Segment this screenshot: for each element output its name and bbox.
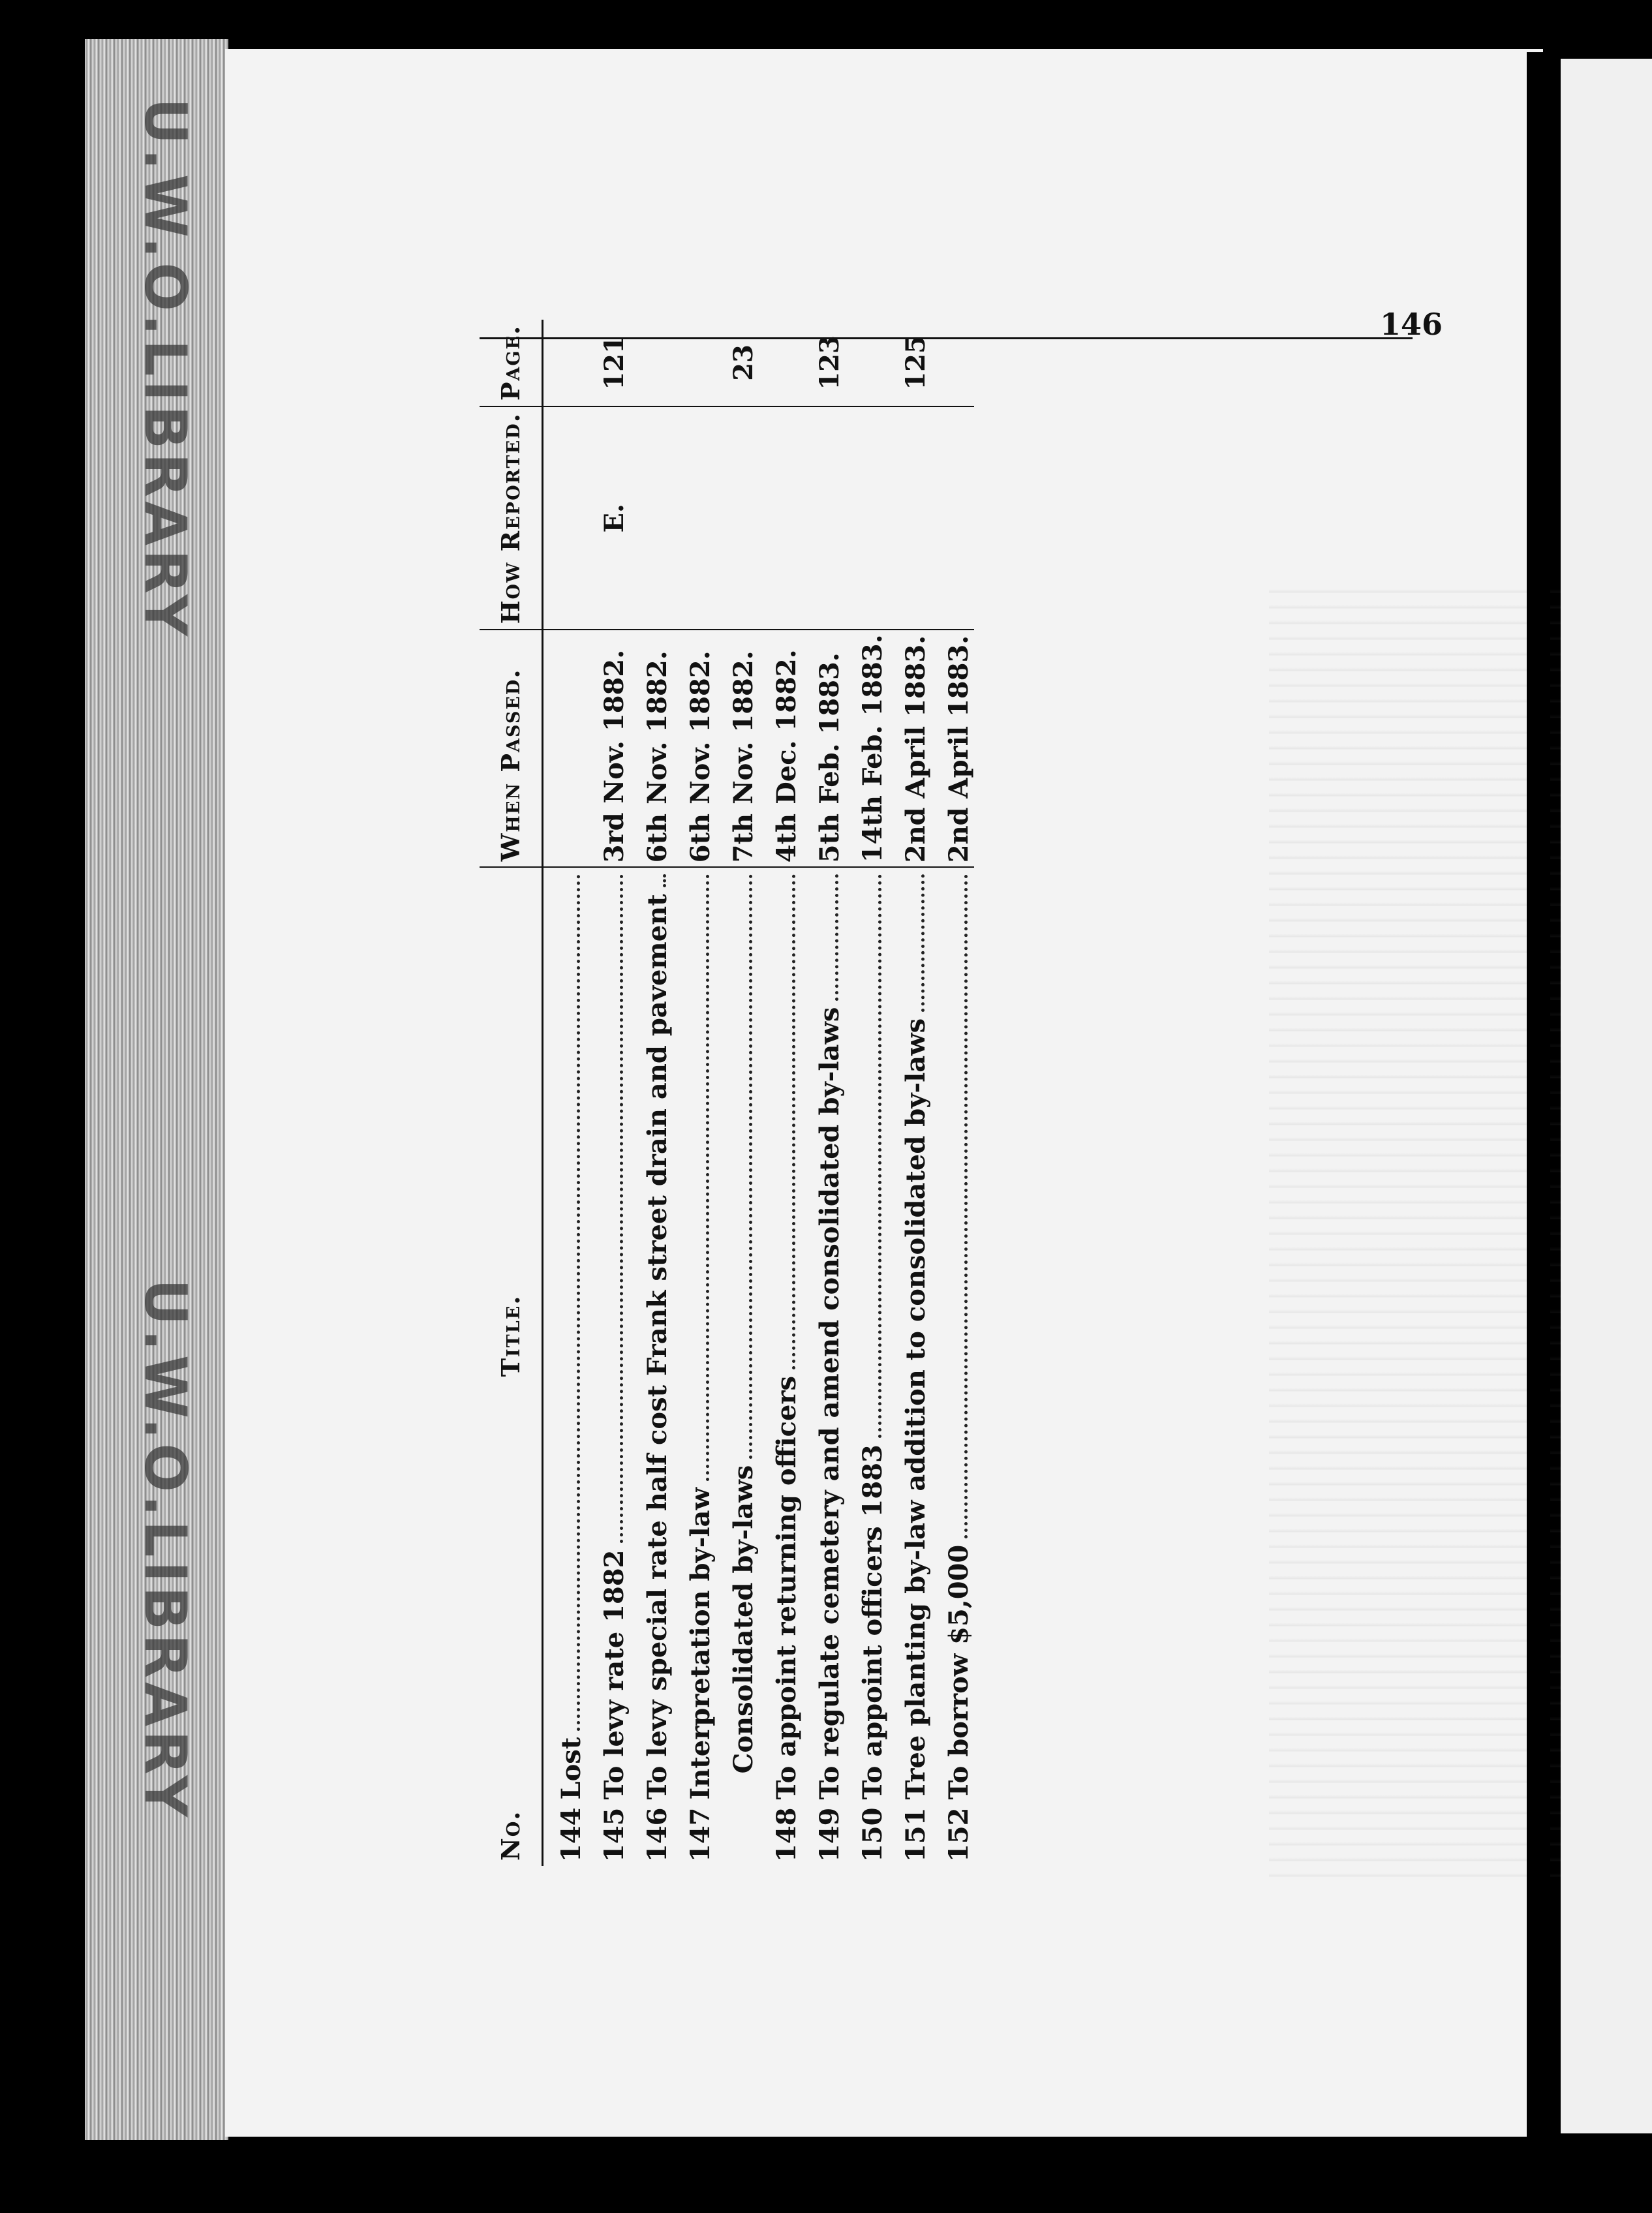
bylaw-title-cell — [802, 867, 845, 1803]
how-reported — [931, 406, 974, 630]
date-passed: 14th Feb. 1883. — [845, 630, 888, 867]
page-reference — [543, 320, 587, 406]
dot-leader — [620, 874, 623, 1543]
library-stamp-bottom: U.W.O.LIBRARY — [132, 1279, 199, 1821]
bylaw-title-cell — [759, 867, 802, 1803]
date-passed — [543, 630, 587, 867]
how-reported — [543, 406, 587, 630]
date-passed: 2nd April 1883. — [931, 630, 974, 867]
dot-leader — [792, 874, 795, 1369]
bylaw-title-cell — [673, 867, 716, 1803]
page-reference — [931, 320, 974, 406]
page-reference: 123 — [802, 320, 845, 406]
table-row — [543, 320, 587, 1866]
facing-page-edge — [1561, 59, 1652, 2133]
bylaw-number: 152 — [943, 1807, 974, 1862]
how-reported — [888, 406, 931, 630]
table-row — [716, 320, 759, 1866]
page-number: 146 — [1380, 307, 1443, 342]
header-when-passed: When Passed. — [480, 630, 543, 867]
dot-leader — [835, 874, 838, 1000]
bylaw-title-cell — [931, 867, 974, 1803]
bylaw-title: To appoint officers 1883 — [857, 1444, 888, 1800]
table-row — [845, 320, 888, 1866]
dot-leader — [749, 874, 752, 1458]
table-row — [630, 320, 673, 1866]
header-page: Page. — [480, 320, 543, 406]
bylaw-number: 149 — [814, 1807, 845, 1862]
bylaw-number: 145 — [599, 1807, 630, 1862]
bylaw-number: 146 — [642, 1807, 673, 1862]
how-reported — [673, 406, 716, 630]
bylaw-number: 144 — [556, 1807, 587, 1862]
table-row — [888, 320, 931, 1866]
bylaw-title: Tree planting by-law addition to consolidated by-laws — [900, 1018, 931, 1800]
table-row — [587, 320, 630, 1866]
bylaw-number: 150 — [857, 1807, 888, 1862]
how-reported — [759, 406, 802, 630]
page-reference — [759, 320, 802, 406]
table-row — [802, 320, 845, 1866]
page-gutter — [1527, 52, 1550, 2153]
dot-leader — [921, 874, 925, 1012]
bylaw-number — [716, 1804, 759, 1867]
bylaw-title: To levy special rate half cost Frank street drain and pavement — [642, 894, 673, 1800]
dot-leader — [663, 874, 666, 887]
bylaw-register-table — [480, 320, 974, 1866]
dot-leader — [964, 874, 968, 1538]
bylaw-title-cell — [587, 867, 630, 1803]
dot-leader — [878, 874, 881, 1438]
bylaw-number: 147 — [685, 1807, 716, 1862]
date-passed: 4th Dec. 1882. — [759, 630, 802, 867]
dot-leader — [706, 874, 709, 1481]
table-row — [673, 320, 716, 1866]
library-stamp-top: U.W.O.LIBRARY — [132, 98, 199, 640]
header-no: No. — [480, 1804, 543, 1867]
bylaw-title-cell — [543, 867, 587, 1803]
bylaw-title: To levy rate 1882 — [599, 1549, 630, 1800]
page-reference — [673, 320, 716, 406]
bylaw-title-cell — [630, 867, 673, 1803]
table-row — [931, 320, 974, 1866]
page-reference — [845, 320, 888, 406]
how-reported — [630, 406, 673, 630]
page-reference: 121 — [587, 320, 630, 406]
date-passed: 6th Nov. 1882. — [630, 630, 673, 867]
table-header-row — [480, 320, 543, 1866]
how-reported — [845, 406, 888, 630]
header-title: Title. — [480, 867, 543, 1803]
date-passed: 7th Nov. 1882. — [716, 630, 759, 867]
bylaw-title-cell — [888, 867, 931, 1803]
date-passed: 5th Feb. 1883. — [802, 630, 845, 867]
header-how-reported: How Reported. — [480, 406, 543, 630]
how-reported: E. — [587, 406, 630, 630]
how-reported — [716, 406, 759, 630]
bylaw-title: To appoint returning officers — [771, 1375, 802, 1800]
bylaw-title: Consolidated by-laws — [728, 1465, 759, 1774]
table-body — [543, 320, 975, 1866]
date-passed: 6th Nov. 1882. — [673, 630, 716, 867]
bylaw-number: 148 — [771, 1807, 802, 1862]
bylaw-title: To borrow $5,000 — [943, 1544, 974, 1800]
page-reference: 125 — [888, 320, 931, 406]
bylaw-title: To regulate cemetery and amend consolidated by-laws — [814, 1007, 845, 1800]
date-passed: 2nd April 1883. — [888, 630, 931, 867]
page-reference: 23 — [716, 320, 759, 406]
dot-leader — [577, 874, 580, 1730]
table-row — [759, 320, 802, 1866]
bylaw-title: Lost — [556, 1737, 587, 1800]
page-reference — [630, 320, 673, 406]
rotated-register — [480, 307, 1443, 1866]
bylaw-number: 151 — [900, 1807, 931, 1862]
bylaw-title-cell — [716, 867, 759, 1803]
bylaw-title: Interpretation by-law — [685, 1488, 716, 1800]
date-passed: 3rd Nov. 1882. — [587, 630, 630, 867]
how-reported — [802, 406, 845, 630]
bylaw-title-cell — [845, 867, 888, 1803]
